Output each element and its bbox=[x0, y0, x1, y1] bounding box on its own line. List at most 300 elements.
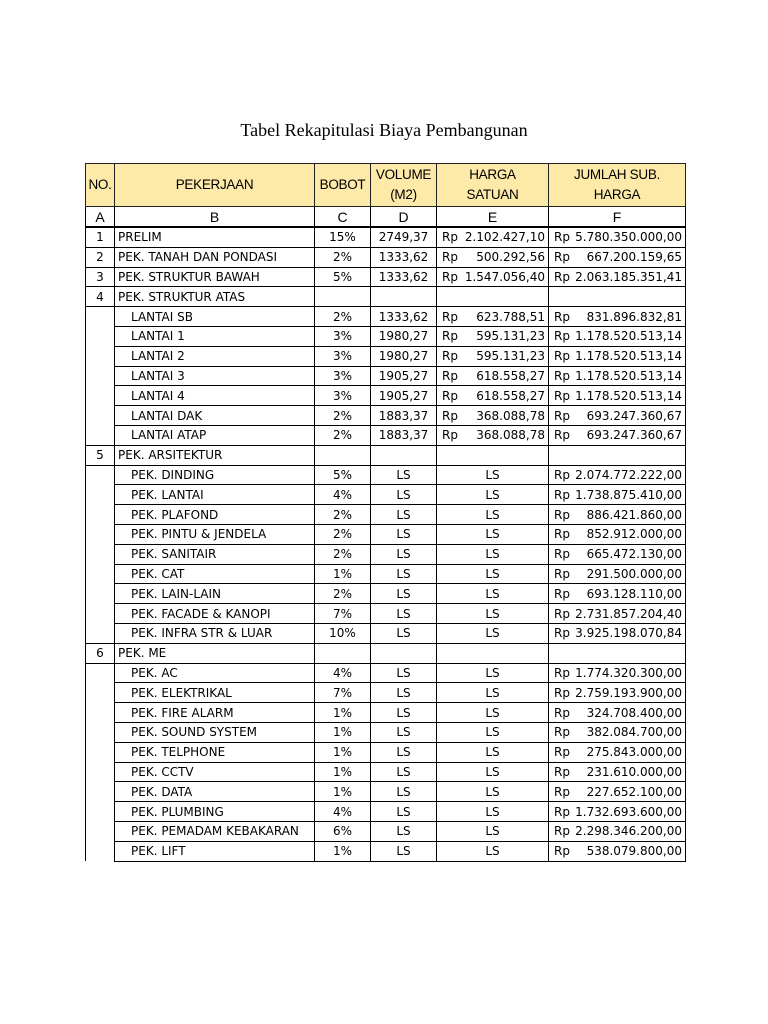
cell-pekerjaan: PEK. FACADE & KANOPI bbox=[115, 604, 315, 624]
cell-bobot: 2% bbox=[315, 544, 371, 564]
header-volume-line1: VOLUME bbox=[375, 167, 432, 182]
cell-no: 6 bbox=[86, 643, 115, 663]
cell-volume: LS bbox=[371, 604, 437, 624]
cell-pekerjaan: PEK. PINTU & JENDELA bbox=[115, 524, 315, 544]
currency-label: Rp bbox=[442, 309, 458, 324]
cell-bobot bbox=[315, 287, 371, 307]
jumlah-value: 5.780.350.000,00 bbox=[575, 230, 682, 245]
cell-no bbox=[86, 742, 115, 762]
cell-no: 1 bbox=[86, 227, 115, 247]
currency-label: Rp bbox=[442, 408, 458, 423]
cell-jumlah bbox=[549, 465, 686, 485]
cell-volume: LS bbox=[371, 663, 437, 683]
table-row bbox=[86, 762, 686, 782]
cell-volume: LS bbox=[371, 465, 437, 485]
cell-no bbox=[86, 663, 115, 683]
currency-label: Rp bbox=[554, 309, 570, 324]
cell-no bbox=[86, 366, 115, 386]
header-jumlah-line1: JUMLAH SUB. bbox=[574, 167, 660, 182]
cell-pekerjaan: PEK. SANITAIR bbox=[115, 544, 315, 564]
cell-pekerjaan: PEK. TELPHONE bbox=[115, 742, 315, 762]
cell-jumlah bbox=[549, 782, 686, 802]
cell-no bbox=[86, 584, 115, 604]
table-row bbox=[86, 584, 686, 604]
table-row bbox=[86, 802, 686, 822]
cell-pekerjaan: PEK. AC bbox=[115, 663, 315, 683]
harga-value: 618.558,27 bbox=[476, 368, 545, 383]
cell-bobot: 2% bbox=[315, 584, 371, 604]
cell-volume: LS bbox=[371, 821, 437, 841]
cell-bobot: 3% bbox=[315, 386, 371, 406]
cell-bobot: 2% bbox=[315, 425, 371, 445]
cell-harga-satuan: LS bbox=[437, 821, 549, 841]
cell-harga-satuan bbox=[437, 267, 549, 287]
cell-jumlah bbox=[549, 346, 686, 366]
cell-pekerjaan: PEK. ARSITEKTUR bbox=[115, 445, 315, 465]
currency-label: Rp bbox=[442, 269, 458, 284]
cell-jumlah bbox=[549, 227, 686, 247]
cell-no: 2 bbox=[86, 247, 115, 267]
cell-harga-satuan bbox=[437, 287, 549, 307]
cell-pekerjaan: PEK. FIRE ALARM bbox=[115, 703, 315, 723]
cell-harga-satuan: LS bbox=[437, 505, 549, 525]
cell-harga-satuan: LS bbox=[437, 841, 549, 861]
cell-volume: 1333,62 bbox=[371, 247, 437, 267]
cell-harga-satuan: LS bbox=[437, 663, 549, 683]
cell-no bbox=[86, 326, 115, 346]
cell-bobot: 2% bbox=[315, 406, 371, 426]
table-row bbox=[86, 703, 686, 723]
table-body bbox=[86, 227, 686, 861]
cell-jumlah bbox=[549, 841, 686, 861]
cell-bobot: 4% bbox=[315, 802, 371, 822]
cell-harga-satuan: LS bbox=[437, 762, 549, 782]
currency-label: Rp bbox=[554, 665, 570, 680]
jumlah-value: 2.759.193.900,00 bbox=[575, 685, 682, 700]
cell-volume: LS bbox=[371, 485, 437, 505]
cell-jumlah bbox=[549, 406, 686, 426]
cell-harga-satuan bbox=[437, 406, 549, 426]
table-row bbox=[86, 485, 686, 505]
cell-pekerjaan: LANTAI 2 bbox=[115, 346, 315, 366]
cell-bobot: 7% bbox=[315, 683, 371, 703]
cell-bobot bbox=[315, 643, 371, 663]
cell-pekerjaan: PEK. PLAFOND bbox=[115, 505, 315, 525]
currency-label: Rp bbox=[554, 566, 570, 581]
currency-label: Rp bbox=[554, 250, 570, 265]
harga-value: 1.547.056,40 bbox=[464, 269, 545, 284]
cell-pekerjaan: PEK. ELEKTRIKAL bbox=[115, 683, 315, 703]
jumlah-value: 2.063.185.351,41 bbox=[575, 269, 682, 284]
cell-jumlah bbox=[549, 643, 686, 663]
cell-volume: LS bbox=[371, 505, 437, 525]
cell-jumlah bbox=[549, 386, 686, 406]
cell-no bbox=[86, 485, 115, 505]
cell-pekerjaan: PEK. INFRA STR & LUAR bbox=[115, 623, 315, 643]
currency-label: Rp bbox=[554, 269, 570, 284]
cell-volume: LS bbox=[371, 742, 437, 762]
cell-no bbox=[86, 703, 115, 723]
cell-bobot: 5% bbox=[315, 465, 371, 485]
table-row bbox=[86, 683, 686, 703]
table-row bbox=[86, 722, 686, 742]
table-row bbox=[86, 366, 686, 386]
table-row bbox=[86, 623, 686, 643]
table-row bbox=[86, 406, 686, 426]
cell-bobot: 4% bbox=[315, 663, 371, 683]
cell-jumlah bbox=[549, 623, 686, 643]
cell-volume: LS bbox=[371, 703, 437, 723]
cell-volume: LS bbox=[371, 564, 437, 584]
currency-label: Rp bbox=[554, 705, 570, 720]
currency-label: Rp bbox=[554, 230, 570, 245]
currency-label: Rp bbox=[554, 725, 570, 740]
column-letter: F bbox=[549, 207, 686, 228]
cell-pekerjaan: PEK. PLUMBING bbox=[115, 802, 315, 822]
column-letter: B bbox=[115, 207, 315, 228]
cell-bobot: 4% bbox=[315, 485, 371, 505]
cell-jumlah bbox=[549, 247, 686, 267]
cell-harga-satuan bbox=[437, 643, 549, 663]
cell-bobot: 5% bbox=[315, 267, 371, 287]
table-row bbox=[86, 227, 686, 247]
cell-jumlah bbox=[549, 485, 686, 505]
jumlah-value: 1.738.875.410,00 bbox=[575, 487, 682, 502]
currency-label: Rp bbox=[554, 547, 570, 562]
cell-no bbox=[86, 821, 115, 841]
cell-jumlah bbox=[549, 445, 686, 465]
currency-label: Rp bbox=[554, 368, 570, 383]
jumlah-value: 227.652.100,00 bbox=[586, 784, 682, 799]
table-row bbox=[86, 524, 686, 544]
cell-no bbox=[86, 425, 115, 445]
cell-bobot: 2% bbox=[315, 505, 371, 525]
header-pekerjaan: PEKERJAAN bbox=[115, 164, 315, 207]
cell-bobot: 1% bbox=[315, 841, 371, 861]
cell-volume bbox=[371, 287, 437, 307]
cell-harga-satuan: LS bbox=[437, 465, 549, 485]
cell-pekerjaan: PEK. PEMADAM KEBAKARAN bbox=[115, 821, 315, 841]
cell-volume: LS bbox=[371, 544, 437, 564]
harga-value: 368.088,78 bbox=[476, 408, 545, 423]
cell-no bbox=[86, 544, 115, 564]
jumlah-value: 831.896.832,81 bbox=[586, 309, 682, 324]
jumlah-value: 693.247.360,67 bbox=[586, 428, 682, 443]
jumlah-value: 324.708.400,00 bbox=[586, 705, 682, 720]
cell-jumlah bbox=[549, 287, 686, 307]
cell-volume: 1333,62 bbox=[371, 307, 437, 327]
jumlah-value: 1.178.520.513,14 bbox=[575, 329, 682, 344]
cell-volume bbox=[371, 643, 437, 663]
cell-volume: 1333,62 bbox=[371, 267, 437, 287]
cell-jumlah bbox=[549, 683, 686, 703]
currency-label: Rp bbox=[554, 804, 570, 819]
cell-volume: LS bbox=[371, 802, 437, 822]
currency-label: Rp bbox=[554, 745, 570, 760]
cell-pekerjaan: PEK. LIFT bbox=[115, 841, 315, 861]
cell-no: 3 bbox=[86, 267, 115, 287]
cell-pekerjaan: PEK. ME bbox=[115, 643, 315, 663]
section-row bbox=[86, 445, 686, 465]
jumlah-value: 275.843.000,00 bbox=[586, 745, 682, 760]
jumlah-value: 3.925.198.070,84 bbox=[575, 626, 682, 641]
currency-label: Rp bbox=[554, 764, 570, 779]
table-row bbox=[86, 386, 686, 406]
table-row bbox=[86, 247, 686, 267]
column-letter-row bbox=[86, 207, 686, 228]
cell-harga-satuan: LS bbox=[437, 524, 549, 544]
table-row bbox=[86, 564, 686, 584]
cell-volume: 1905,27 bbox=[371, 386, 437, 406]
cell-pekerjaan: LANTAI ATAP bbox=[115, 425, 315, 445]
table-row bbox=[86, 346, 686, 366]
cell-no: 4 bbox=[86, 287, 115, 307]
jumlah-value: 852.912.000,00 bbox=[586, 527, 682, 542]
currency-label: Rp bbox=[554, 428, 570, 443]
header-jumlah-sub-harga bbox=[549, 164, 686, 207]
cell-harga-satuan bbox=[437, 366, 549, 386]
cell-harga-satuan bbox=[437, 425, 549, 445]
cell-pekerjaan: PRELIM bbox=[115, 227, 315, 247]
cell-pekerjaan: LANTAI 3 bbox=[115, 366, 315, 386]
currency-label: Rp bbox=[554, 586, 570, 601]
currency-label: Rp bbox=[554, 626, 570, 641]
cell-harga-satuan bbox=[437, 326, 549, 346]
cell-pekerjaan: LANTAI DAK bbox=[115, 406, 315, 426]
currency-label: Rp bbox=[554, 606, 570, 621]
table-row bbox=[86, 841, 686, 861]
cell-harga-satuan bbox=[437, 247, 549, 267]
table-row bbox=[86, 267, 686, 287]
cell-pekerjaan: LANTAI 4 bbox=[115, 386, 315, 406]
cell-volume: 1883,37 bbox=[371, 406, 437, 426]
cell-no bbox=[86, 683, 115, 703]
cell-jumlah bbox=[549, 366, 686, 386]
cell-jumlah bbox=[549, 802, 686, 822]
currency-label: Rp bbox=[554, 507, 570, 522]
header-no: NO. bbox=[86, 164, 115, 207]
jumlah-value: 1.732.693.600,00 bbox=[575, 804, 682, 819]
column-letter: C bbox=[315, 207, 371, 228]
table-header-row bbox=[86, 164, 686, 207]
jumlah-value: 291.500.000,00 bbox=[586, 566, 682, 581]
cell-no bbox=[86, 406, 115, 426]
currency-label: Rp bbox=[442, 349, 458, 364]
header-harga-line1: HARGA bbox=[469, 167, 516, 182]
header-volume bbox=[371, 164, 437, 207]
cell-volume: 2749,37 bbox=[371, 227, 437, 247]
harga-value: 368.088,78 bbox=[476, 428, 545, 443]
currency-label: Rp bbox=[554, 487, 570, 502]
cell-pekerjaan: PEK. LANTAI bbox=[115, 485, 315, 505]
column-letter: A bbox=[86, 207, 115, 228]
jumlah-value: 667.200.159,65 bbox=[586, 250, 682, 265]
table-row bbox=[86, 425, 686, 445]
cell-jumlah bbox=[549, 722, 686, 742]
jumlah-value: 693.247.360,67 bbox=[586, 408, 682, 423]
cell-harga-satuan: LS bbox=[437, 564, 549, 584]
table-row bbox=[86, 326, 686, 346]
cell-no bbox=[86, 604, 115, 624]
cell-harga-satuan bbox=[437, 307, 549, 327]
harga-value: 500.292,56 bbox=[476, 250, 545, 265]
table-row bbox=[86, 307, 686, 327]
currency-label: Rp bbox=[442, 250, 458, 265]
cell-no: 5 bbox=[86, 445, 115, 465]
cell-volume: LS bbox=[371, 841, 437, 861]
cell-no bbox=[86, 524, 115, 544]
cell-volume: 1980,27 bbox=[371, 326, 437, 346]
cell-jumlah bbox=[549, 703, 686, 723]
cell-no bbox=[86, 505, 115, 525]
cell-pekerjaan: PEK. LAIN-LAIN bbox=[115, 584, 315, 604]
cell-volume: 1905,27 bbox=[371, 366, 437, 386]
cell-no bbox=[86, 841, 115, 861]
cell-pekerjaan: PEK. TANAH DAN PONDASI bbox=[115, 247, 315, 267]
table-row bbox=[86, 821, 686, 841]
cell-harga-satuan: LS bbox=[437, 544, 549, 564]
cell-harga-satuan: LS bbox=[437, 802, 549, 822]
cell-jumlah bbox=[549, 544, 686, 564]
cell-pekerjaan: LANTAI 1 bbox=[115, 326, 315, 346]
cell-volume: 1883,37 bbox=[371, 425, 437, 445]
jumlah-value: 538.079.800,00 bbox=[586, 844, 682, 859]
cell-jumlah bbox=[549, 307, 686, 327]
cell-no bbox=[86, 465, 115, 485]
cell-jumlah bbox=[549, 584, 686, 604]
cell-jumlah bbox=[549, 762, 686, 782]
cell-pekerjaan: LANTAI SB bbox=[115, 307, 315, 327]
cell-harga-satuan: LS bbox=[437, 742, 549, 762]
cell-no bbox=[86, 802, 115, 822]
cell-jumlah bbox=[549, 604, 686, 624]
cell-volume: LS bbox=[371, 722, 437, 742]
cell-harga-satuan: LS bbox=[437, 703, 549, 723]
currency-label: Rp bbox=[442, 368, 458, 383]
cell-harga-satuan: LS bbox=[437, 722, 549, 742]
cell-bobot: 1% bbox=[315, 703, 371, 723]
currency-label: Rp bbox=[554, 329, 570, 344]
cell-bobot: 3% bbox=[315, 346, 371, 366]
cell-pekerjaan: PEK. DATA bbox=[115, 782, 315, 802]
cell-harga-satuan bbox=[437, 445, 549, 465]
cell-no bbox=[86, 307, 115, 327]
cell-harga-satuan: LS bbox=[437, 604, 549, 624]
cell-pekerjaan: PEK. CCTV bbox=[115, 762, 315, 782]
cell-volume: LS bbox=[371, 683, 437, 703]
cell-pekerjaan: PEK. STRUKTUR ATAS bbox=[115, 287, 315, 307]
currency-label: Rp bbox=[554, 349, 570, 364]
cell-bobot: 2% bbox=[315, 247, 371, 267]
currency-label: Rp bbox=[554, 408, 570, 423]
harga-value: 618.558,27 bbox=[476, 388, 545, 403]
cell-pekerjaan: PEK. SOUND SYSTEM bbox=[115, 722, 315, 742]
jumlah-value: 231.610.000,00 bbox=[586, 764, 682, 779]
cell-bobot: 1% bbox=[315, 564, 371, 584]
harga-value: 623.788,51 bbox=[476, 309, 545, 324]
cell-volume: LS bbox=[371, 584, 437, 604]
cell-bobot: 3% bbox=[315, 366, 371, 386]
cell-harga-satuan: LS bbox=[437, 584, 549, 604]
table-row bbox=[86, 505, 686, 525]
cell-bobot: 1% bbox=[315, 742, 371, 762]
column-letter: D bbox=[371, 207, 437, 228]
cell-harga-satuan: LS bbox=[437, 683, 549, 703]
currency-label: Rp bbox=[442, 329, 458, 344]
cell-bobot: 6% bbox=[315, 821, 371, 841]
cell-volume bbox=[371, 445, 437, 465]
currency-label: Rp bbox=[554, 824, 570, 839]
cell-pekerjaan: PEK. CAT bbox=[115, 564, 315, 584]
cell-harga-satuan bbox=[437, 346, 549, 366]
currency-label: Rp bbox=[554, 685, 570, 700]
cell-no bbox=[86, 722, 115, 742]
header-volume-line2: (M2) bbox=[390, 187, 417, 202]
jumlah-value: 1.178.520.513,14 bbox=[575, 388, 682, 403]
cell-volume: LS bbox=[371, 782, 437, 802]
section-row bbox=[86, 287, 686, 307]
cell-volume: LS bbox=[371, 762, 437, 782]
cell-no bbox=[86, 386, 115, 406]
cell-jumlah bbox=[549, 505, 686, 525]
table-row bbox=[86, 782, 686, 802]
cell-jumlah bbox=[549, 524, 686, 544]
section-row bbox=[86, 643, 686, 663]
cell-pekerjaan: PEK. DINDING bbox=[115, 465, 315, 485]
harga-value: 2.102.427,10 bbox=[464, 230, 545, 245]
cell-bobot: 15% bbox=[315, 227, 371, 247]
cell-no bbox=[86, 564, 115, 584]
cell-jumlah bbox=[549, 267, 686, 287]
cell-bobot: 2% bbox=[315, 524, 371, 544]
table-row bbox=[86, 465, 686, 485]
cell-jumlah bbox=[549, 425, 686, 445]
cell-jumlah bbox=[549, 742, 686, 762]
header-harga-satuan bbox=[437, 164, 549, 207]
jumlah-value: 693.128.110,00 bbox=[586, 586, 682, 601]
column-letter: E bbox=[437, 207, 549, 228]
cell-jumlah bbox=[549, 821, 686, 841]
jumlah-value: 665.472.130,00 bbox=[586, 547, 682, 562]
currency-label: Rp bbox=[554, 844, 570, 859]
currency-label: Rp bbox=[554, 467, 570, 482]
jumlah-value: 382.084.700,00 bbox=[586, 725, 682, 740]
jumlah-value: 1.774.320.300,00 bbox=[575, 665, 682, 680]
cell-volume: LS bbox=[371, 524, 437, 544]
table-row bbox=[86, 663, 686, 683]
cell-no bbox=[86, 346, 115, 366]
cell-bobot: 2% bbox=[315, 307, 371, 327]
table-row bbox=[86, 604, 686, 624]
cell-pekerjaan: PEK. STRUKTUR BAWAH bbox=[115, 267, 315, 287]
page-title: Tabel Rekapitulasi Biaya Pembangunan bbox=[240, 120, 528, 140]
currency-label: Rp bbox=[554, 784, 570, 799]
cost-recap-table bbox=[85, 163, 686, 862]
harga-value: 595.131,23 bbox=[476, 349, 545, 364]
header-bobot: BOBOT bbox=[315, 164, 371, 207]
cell-harga-satuan: LS bbox=[437, 782, 549, 802]
cell-bobot: 1% bbox=[315, 762, 371, 782]
jumlah-value: 2.298.346.200,00 bbox=[575, 824, 682, 839]
cell-bobot: 3% bbox=[315, 326, 371, 346]
harga-value: 595.131,23 bbox=[476, 329, 545, 344]
cell-jumlah bbox=[549, 564, 686, 584]
jumlah-value: 1.178.520.513,14 bbox=[575, 349, 682, 364]
cell-bobot: 10% bbox=[315, 623, 371, 643]
jumlah-value: 886.421.860,00 bbox=[586, 507, 682, 522]
currency-label: Rp bbox=[442, 230, 458, 245]
cell-no bbox=[86, 762, 115, 782]
